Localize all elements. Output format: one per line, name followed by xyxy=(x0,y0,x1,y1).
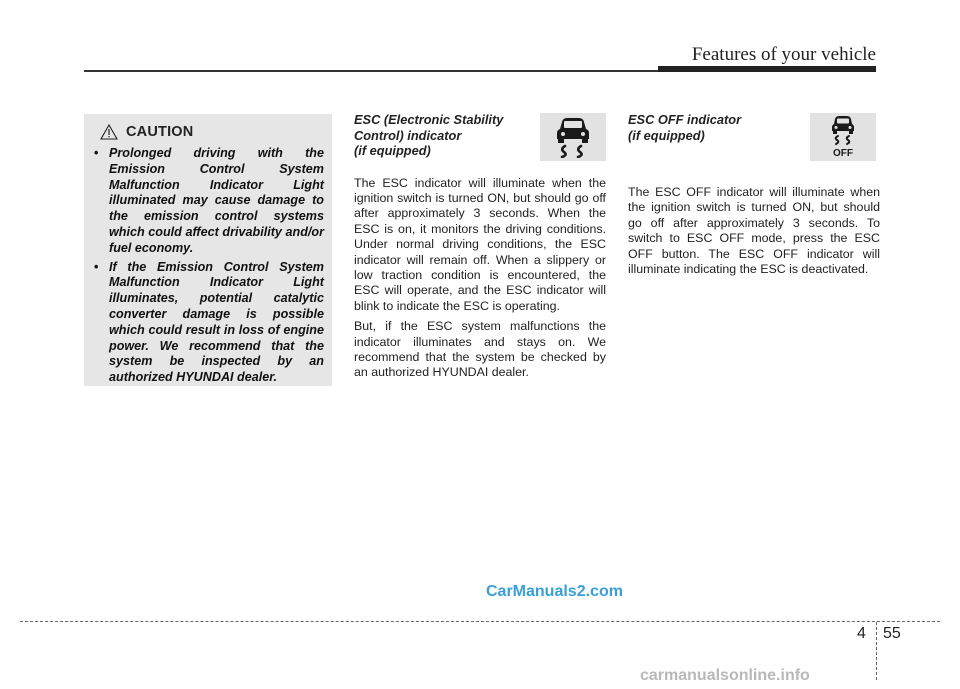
caution-item: • Prolonged driving with the Emission Control System Malfunction Indicator Light illuminated may cause damage to the emission control systems which could affect drivability and/or fuel economy. xyxy=(94,146,324,257)
caution-item: • If the Emission Control System Malfunction Indicator Light illuminates, potential catalytic converter damage is possible which could result in loss of engine power. We recommend that the system be inspected by an authorized HYUNDAI dealer. xyxy=(94,260,324,386)
caution-list xyxy=(94,146,324,386)
esc-car-skid-icon xyxy=(553,116,593,158)
chapter-number: 4 xyxy=(857,625,866,642)
footer-rule xyxy=(20,621,940,622)
caution-box xyxy=(84,114,332,386)
esc-section xyxy=(354,112,606,386)
esc-paragraph: But, if the ESC system malfunctions the indicator illuminates and stays on. We recommend that the system be checked by an authorized HYUNDAI dealer. xyxy=(354,319,606,380)
page-number: 55 xyxy=(883,625,901,642)
header-rule xyxy=(84,70,658,72)
site-footer-link[interactable]: carmanualsonline.info xyxy=(640,667,810,684)
caution-title: CAUTION xyxy=(126,124,194,140)
esc-paragraph: The ESC indicator will illuminate when the ignition switch is turned ON, but should go off after approximately 3 seconds. When the ESC is on, it monitors the driving conditions. Under normal driving conditions, the ESC indicator will remain off. When a slippery or low traction condition is encountered, the ESC will operate, and the ESC indicator will blink to indicate the ESC is operating. xyxy=(354,175,606,313)
header-rule-accent xyxy=(658,66,876,72)
page-header-title: Features of your vehicle xyxy=(691,44,876,65)
watermark-link[interactable]: CarManuals2.com xyxy=(486,583,623,600)
caution-header xyxy=(100,122,324,142)
esc-off-icon-label: OFF xyxy=(833,148,853,159)
esc-off-section xyxy=(628,112,880,282)
esc-off-icon xyxy=(823,115,863,159)
warning-triangle-icon xyxy=(100,124,118,140)
esc-section-title: ESC (Electronic Stability Control) indicator (if equipped) xyxy=(354,112,504,158)
esc-off-indicator-box xyxy=(810,113,876,161)
esc-off-section-title: ESC OFF indicator (if equipped) xyxy=(628,112,742,143)
esc-indicator-box xyxy=(540,113,606,161)
esc-off-paragraph: The ESC OFF indicator will illuminate when the ignition switch is turned ON, but should go off after approximately 3 seconds. To switch to ESC OFF mode, press the ESC OFF button. The ESC OFF indicator will illuminate indicating the ESC is deactivated. xyxy=(628,185,880,277)
footer-divider xyxy=(876,622,877,680)
